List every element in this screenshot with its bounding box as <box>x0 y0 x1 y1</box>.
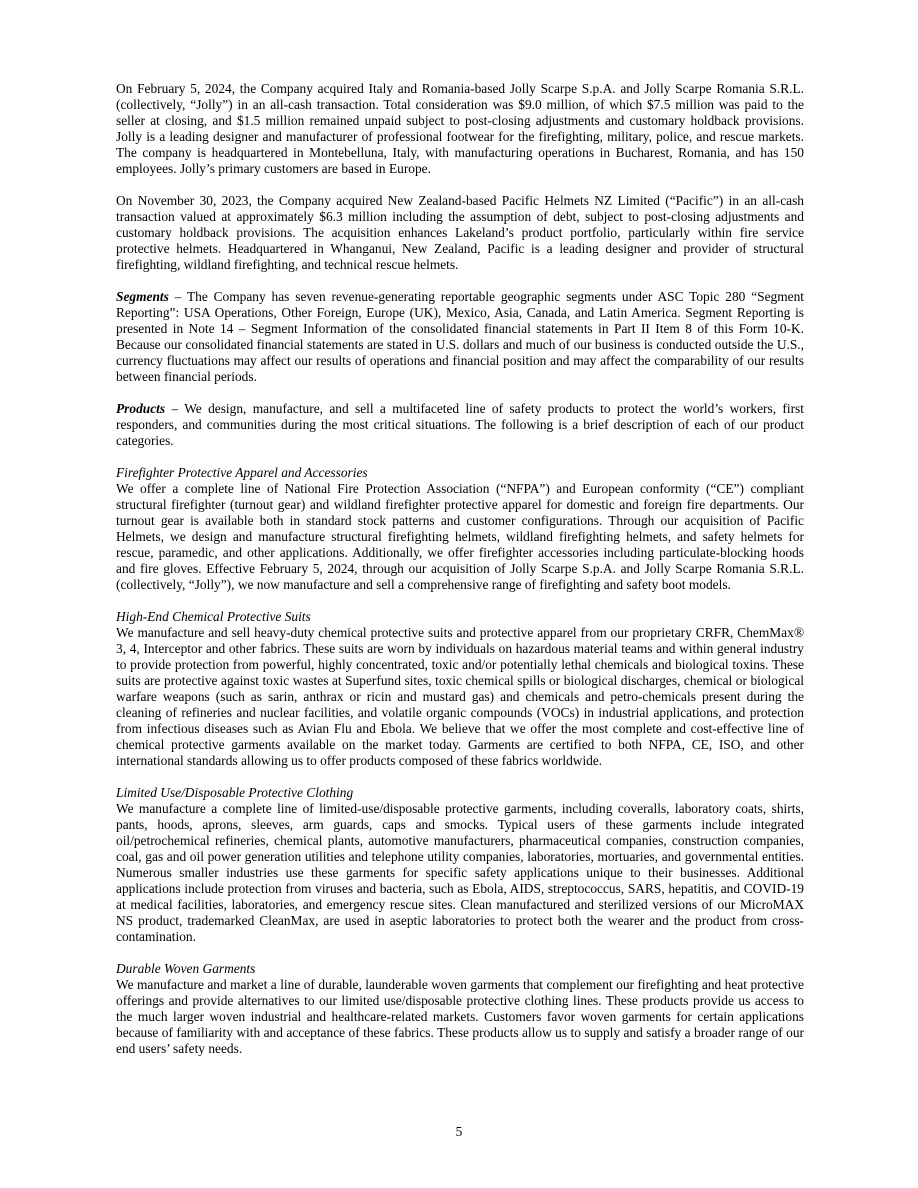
pacific-acquisition-paragraph: On November 30, 2023, the Company acquired New Zealand-based Pacific Helmets NZ Limited (“Pacific”) in an all-cash transaction valued at approximately $6.3 million including the assumption of debt, subject to post-closing adjustments and customary holdback provisions. The acquisition enhances Lakeland’s product portfolio, particularly within fire service protective helmets. Headquartered in Whanganui, New Zealand, Pacific is a leading designer and provider of structural firefighting, wildland firefighting, and technical rescue helmets. <box>116 193 804 272</box>
products-paragraph <box>116 401 804 449</box>
chemical-section <box>116 609 804 769</box>
woven-body: We manufacture and market a line of durable, launderable woven garments that complement our firefighting and heat protective offerings and provide alternatives to our limited use/disposable protective clothing lines. These products provide us access to the much larger woven industrial and healthcare-related markets. Customers favor woven garments for certain applications because of familiarity with and acceptance of these fabrics. These products allow us to supply and satisfy a broader range of our end users’ safety needs. <box>116 977 804 1056</box>
firefighter-heading: Firefighter Protective Apparel and Accessories <box>116 465 368 480</box>
products-label: Products <box>116 401 166 416</box>
chemical-heading: High-End Chemical Protective Suits <box>116 609 311 624</box>
woven-section <box>116 961 804 1057</box>
limited-use-body: We manufacture a complete line of limited-use/disposable protective garments, including coveralls, laboratory coats, shirts, pants, hoods, aprons, sleeves, arm guards, caps and smocks. Typical users of these garments include integrated oil/petrochemical refineries, chemical plants, automotive manufacturers, pharmaceutical companies, construction companies, coal, gas and oil power generation utilities and telephone utility companies, laboratories, mortuaries, and governmental entities. Numerous smaller industries use these garments for specific safety applications unique to their businesses. Additional applications include protection from viruses and bacteria, such as Ebola, AIDS, streptococcus, SARS, hepatitis, and COVID-19 at medical facilities, laboratories, and emergency rescue sites. Clean manufactured and sterilized versions of our MicroMAX NS product, trademarked CleanMax, are used in aseptic laboratories to protect both the wearer and the product from cross-contamination. <box>116 801 804 944</box>
firefighter-section <box>116 465 804 593</box>
firefighter-body: We offer a complete line of National Fire Protection Association (“NFPA”) and European conformity (“CE”) compliant structural firefighter (turnout gear) and wildland firefighter protective apparel for domestic and foreign fire departments. Our turnout gear is available both in standard stock patterns and customer configurations. Through our acquisition of Pacific Helmets, we design and manufacture structural firefighting helmets, wildland firefighting helmets, and safety helmets for rescue, paramedic, and other applications. Additionally, we offer firefighter accessories including particulate-blocking hoods and fire gloves. Effective February 5, 2024, through our acquisition of Jolly Scarpe S.p.A. and Jolly Scarpe Romania S.R.L. (collectively, “Jolly”), we now manufacture and sell a comprehensive range of firefighting and safety boot models. <box>116 481 804 592</box>
document-page <box>116 81 804 1073</box>
segments-label: Segments <box>116 289 169 304</box>
chemical-body: We manufacture and sell heavy-duty chemical protective suits and protective apparel from our proprietary CRFR, ChemMax® 3, 4, Interceptor and other fabrics. These suits are worn by individuals on hazardous material teams and within general industry to provide protection from powerful, highly concentrated, toxic and/or potentially lethal chemicals and biological toxins. These suits are protective against toxic wastes at Superfund sites, toxic chemical spills or biological discharges, chemical or biological warfare weapons (such as sarin, anthrax or ricin and mustard gas) and chemicals and petro-chemicals present during the cleaning of refineries and nuclear facilities, and volatile organic compounds (VOCs) in industrial applications, and protection from infectious diseases such as Avian Flu and Ebola. We believe that we offer the most complete and cost-effective line of chemical protective garments available on the market today. Garments are certified to both NFPA, CE, ISO, and other international standards allowing us to offer products composed of these fabrics worldwide. <box>116 625 804 768</box>
segments-paragraph <box>116 289 804 385</box>
page-number: 5 <box>455 1124 463 1139</box>
limited-use-heading: Limited Use/Disposable Protective Clothing <box>116 785 354 800</box>
woven-heading: Durable Woven Garments <box>116 961 256 976</box>
products-body: – We design, manufacture, and sell a multifaceted line of safety products to protect the world’s workers, first responders, and communities during the most critical situations. The following is a brief description of each of our product categories. <box>116 401 804 448</box>
segments-body: – The Company has seven revenue-generating reportable geographic segments under ASC Topic 280 “Segment Reporting”: USA Operations, Other Foreign, Europe (UK), Mexico, Asia, Canada, and Latin America. Segment Reporting is presented in Note 14 – Segment Information of the consolidated financial statements in Part II Item 8 of this Form 10-K. Because our consolidated financial statements are stated in U.S. dollars and much of our business is conducted outside the U.S., currency fluctuations may affect our results of operations and financial position and may affect the comparability of our results between financial periods. <box>116 289 804 384</box>
jolly-acquisition-paragraph: On February 5, 2024, the Company acquired Italy and Romania-based Jolly Scarpe S.p.A. and Jolly Scarpe Romania S.R.L. (collectively, “Jolly”) in an all-cash transaction. Total consideration was $9.0 million, of which $7.5 million was paid to the seller at closing, and $1.5 million remained unpaid subject to post-closing adjustments and customary holdback provisions. Jolly is a leading designer and manufacturer of professional footwear for the firefighting, military, police, and rescue markets. The company is headquartered in Montebelluna, Italy, with manufacturing operations in Bucharest, Romania, and has 150 employees. Jolly’s primary customers are based in Europe. <box>116 81 804 176</box>
limited-use-section <box>116 785 804 945</box>
